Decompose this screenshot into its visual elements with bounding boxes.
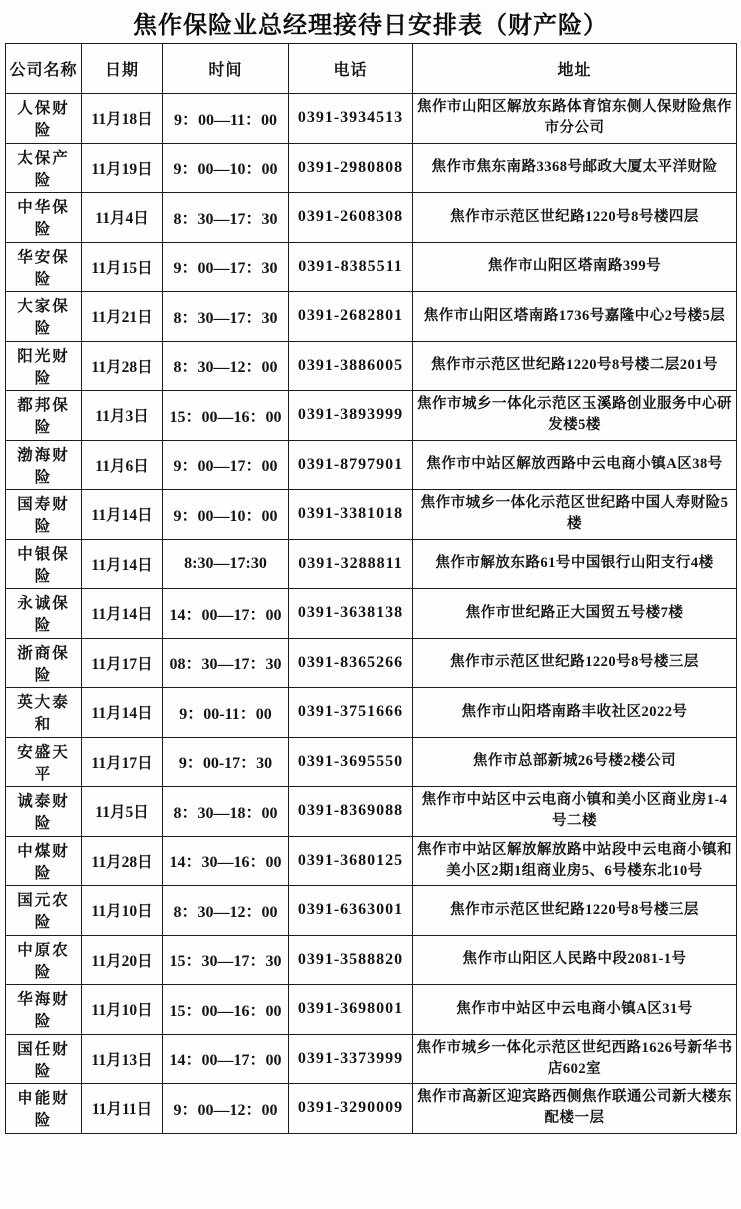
address-cell: 焦作市中站区解放西路中云电商小镇A区38号	[413, 440, 737, 490]
date-cell: 11月17日	[82, 737, 163, 787]
phone-cell: 0391-8797901	[289, 440, 413, 490]
address-cell: 焦作市城乡一体化示范区玉溪路创业服务中心研发楼5楼	[413, 391, 737, 441]
page-title: 焦作保险业总经理接待日安排表（财产险）	[133, 13, 608, 39]
company-cell: 中银保险	[6, 539, 82, 589]
company-cell: 浙商保险	[6, 638, 82, 688]
time-cell: 8：30—18：00	[163, 787, 289, 837]
time-cell: 14：30—16：00	[163, 836, 289, 886]
table-row	[6, 787, 737, 837]
time-cell: 9：00—17：30	[163, 242, 289, 292]
table-row	[6, 391, 737, 441]
date-cell: 11月19日	[82, 143, 163, 193]
phone-cell: 0391-8369088	[289, 787, 413, 837]
table-row	[6, 1034, 737, 1084]
phone-cell: 0391-6363001	[289, 886, 413, 936]
address-cell: 焦作市城乡一体化示范区世纪路中国人寿财险5楼	[413, 490, 737, 540]
date-cell: 11月14日	[82, 688, 163, 738]
company-cell: 华海财险	[6, 985, 82, 1035]
company-cell: 安盛天平	[6, 737, 82, 787]
time-cell: 15：00—16：00	[163, 985, 289, 1035]
company-cell: 国寿财险	[6, 490, 82, 540]
time-cell: 15：00—16：00	[163, 391, 289, 441]
company-cell: 中原农险	[6, 935, 82, 985]
phone-cell: 0391-8365266	[289, 638, 413, 688]
table-row	[6, 1084, 737, 1134]
address-cell: 焦作市示范区世纪路1220号8号楼四层	[413, 193, 737, 243]
phone-cell: 0391-3934513	[289, 94, 413, 144]
address-cell: 焦作市焦东南路3368号邮政大厦太平洋财险	[413, 143, 737, 193]
date-cell: 11月14日	[82, 589, 163, 639]
column-header-date: 日期	[82, 44, 163, 94]
time-cell: 8：30—12：00	[163, 341, 289, 391]
address-cell: 焦作市中站区中云电商小镇和美小区商业房1-4号二楼	[413, 787, 737, 837]
date-cell: 11月15日	[82, 242, 163, 292]
address-cell: 焦作市示范区世纪路1220号8号楼三层	[413, 886, 737, 936]
table-body	[6, 94, 737, 1134]
time-cell: 15：30—17：30	[163, 935, 289, 985]
time-cell: 9：00-17：30	[163, 737, 289, 787]
schedule-table	[5, 43, 737, 1134]
company-cell: 人保财险	[6, 94, 82, 144]
time-cell: 14：00—17：00	[163, 1034, 289, 1084]
phone-cell: 0391-3638138	[289, 589, 413, 639]
time-cell: 9：00—10：00	[163, 143, 289, 193]
phone-cell: 0391-3680125	[289, 836, 413, 886]
time-cell: 9：00—11：00	[163, 94, 289, 144]
time-cell: 8：30—12：00	[163, 886, 289, 936]
time-cell: 14：00—17：00	[163, 589, 289, 639]
address-cell: 焦作市山阳区塔南路1736号嘉隆中心2号楼5层	[413, 292, 737, 342]
table-row	[6, 737, 737, 787]
table-row	[6, 193, 737, 243]
phone-cell: 0391-3751666	[289, 688, 413, 738]
company-cell: 阳光财险	[6, 341, 82, 391]
time-cell: 8:30—17:30	[163, 539, 289, 589]
company-cell: 英大泰和	[6, 688, 82, 738]
table-row	[6, 341, 737, 391]
address-cell: 焦作市示范区世纪路1220号8号楼二层201号	[413, 341, 737, 391]
table-row	[6, 935, 737, 985]
table-row	[6, 688, 737, 738]
date-cell: 11月18日	[82, 94, 163, 144]
table-row	[6, 985, 737, 1035]
company-cell: 都邦保险	[6, 391, 82, 441]
table-row	[6, 143, 737, 193]
time-cell: 8：30—17：30	[163, 292, 289, 342]
phone-cell: 0391-8385511	[289, 242, 413, 292]
date-cell: 11月13日	[82, 1034, 163, 1084]
phone-cell: 0391-3373999	[289, 1034, 413, 1084]
phone-cell: 0391-3886005	[289, 341, 413, 391]
company-cell: 大家保险	[6, 292, 82, 342]
table-row	[6, 490, 737, 540]
header-row	[6, 44, 737, 94]
date-cell: 11月20日	[82, 935, 163, 985]
address-cell: 焦作市世纪路正大国贸五号楼7楼	[413, 589, 737, 639]
address-cell: 焦作市山阳塔南路丰收社区2022号	[413, 688, 737, 738]
phone-cell: 0391-3698001	[289, 985, 413, 1035]
address-cell: 焦作市山阳区解放东路体育馆东侧人保财险焦作市分公司	[413, 94, 737, 144]
phone-cell: 0391-3290009	[289, 1084, 413, 1134]
table-row	[6, 886, 737, 936]
address-cell: 焦作市中站区解放解放路中站段中云电商小镇和美小区2期1组商业房5、6号楼东北10号	[413, 836, 737, 886]
time-cell: 9：00—12：00	[163, 1084, 289, 1134]
date-cell: 11月11日	[82, 1084, 163, 1134]
address-cell: 焦作市解放东路61号中国银行山阳支行4楼	[413, 539, 737, 589]
address-cell: 焦作市中站区中云电商小镇A区31号	[413, 985, 737, 1035]
date-cell: 11月3日	[82, 391, 163, 441]
column-header-phone: 电话	[289, 44, 413, 94]
company-cell: 太保产险	[6, 143, 82, 193]
table-row	[6, 539, 737, 589]
time-cell: 9：00—17：00	[163, 440, 289, 490]
date-cell: 11月4日	[82, 193, 163, 243]
date-cell: 11月10日	[82, 985, 163, 1035]
phone-cell: 0391-2682801	[289, 292, 413, 342]
company-cell: 中煤财险	[6, 836, 82, 886]
company-cell: 永诚保险	[6, 589, 82, 639]
column-header-company: 公司名称	[6, 44, 82, 94]
company-cell: 申能财险	[6, 1084, 82, 1134]
time-cell: 08：30—17：30	[163, 638, 289, 688]
phone-cell: 0391-3893999	[289, 391, 413, 441]
date-cell: 11月14日	[82, 539, 163, 589]
company-cell: 国任财险	[6, 1034, 82, 1084]
address-cell: 焦作市城乡一体化示范区世纪西路1626号新华书店602室	[413, 1034, 737, 1084]
date-cell: 11月28日	[82, 836, 163, 886]
table-row	[6, 292, 737, 342]
table-row	[6, 440, 737, 490]
time-cell: 8：30—17：30	[163, 193, 289, 243]
phone-cell: 0391-2980808	[289, 143, 413, 193]
date-cell: 11月5日	[82, 787, 163, 837]
company-cell: 渤海财险	[6, 440, 82, 490]
table-row	[6, 94, 737, 144]
date-cell: 11月21日	[82, 292, 163, 342]
address-cell: 焦作市山阳区塔南路399号	[413, 242, 737, 292]
column-header-address: 地址	[413, 44, 737, 94]
date-cell: 11月6日	[82, 440, 163, 490]
table-row	[6, 242, 737, 292]
phone-cell: 0391-2608308	[289, 193, 413, 243]
time-cell: 9：00—10：00	[163, 490, 289, 540]
address-cell: 焦作市高新区迎宾路西侧焦作联通公司新大楼东配楼一层	[413, 1084, 737, 1134]
date-cell: 11月17日	[82, 638, 163, 688]
phone-cell: 0391-3381018	[289, 490, 413, 540]
column-header-time: 时间	[163, 44, 289, 94]
company-cell: 诚泰财险	[6, 787, 82, 837]
phone-cell: 0391-3288811	[289, 539, 413, 589]
company-cell: 国元农险	[6, 886, 82, 936]
company-cell: 中华保险	[6, 193, 82, 243]
date-cell: 11月14日	[82, 490, 163, 540]
time-cell: 9：00-11：00	[163, 688, 289, 738]
company-cell: 华安保险	[6, 242, 82, 292]
phone-cell: 0391-3588820	[289, 935, 413, 985]
table-row	[6, 638, 737, 688]
table-row	[6, 836, 737, 886]
address-cell: 焦作市示范区世纪路1220号8号楼三层	[413, 638, 737, 688]
date-cell: 11月28日	[82, 341, 163, 391]
date-cell: 11月10日	[82, 886, 163, 936]
table-row	[6, 589, 737, 639]
address-cell: 焦作市总部新城26号楼2楼公司	[413, 737, 737, 787]
address-cell: 焦作市山阳区人民路中段2081-1号	[413, 935, 737, 985]
phone-cell: 0391-3695550	[289, 737, 413, 787]
